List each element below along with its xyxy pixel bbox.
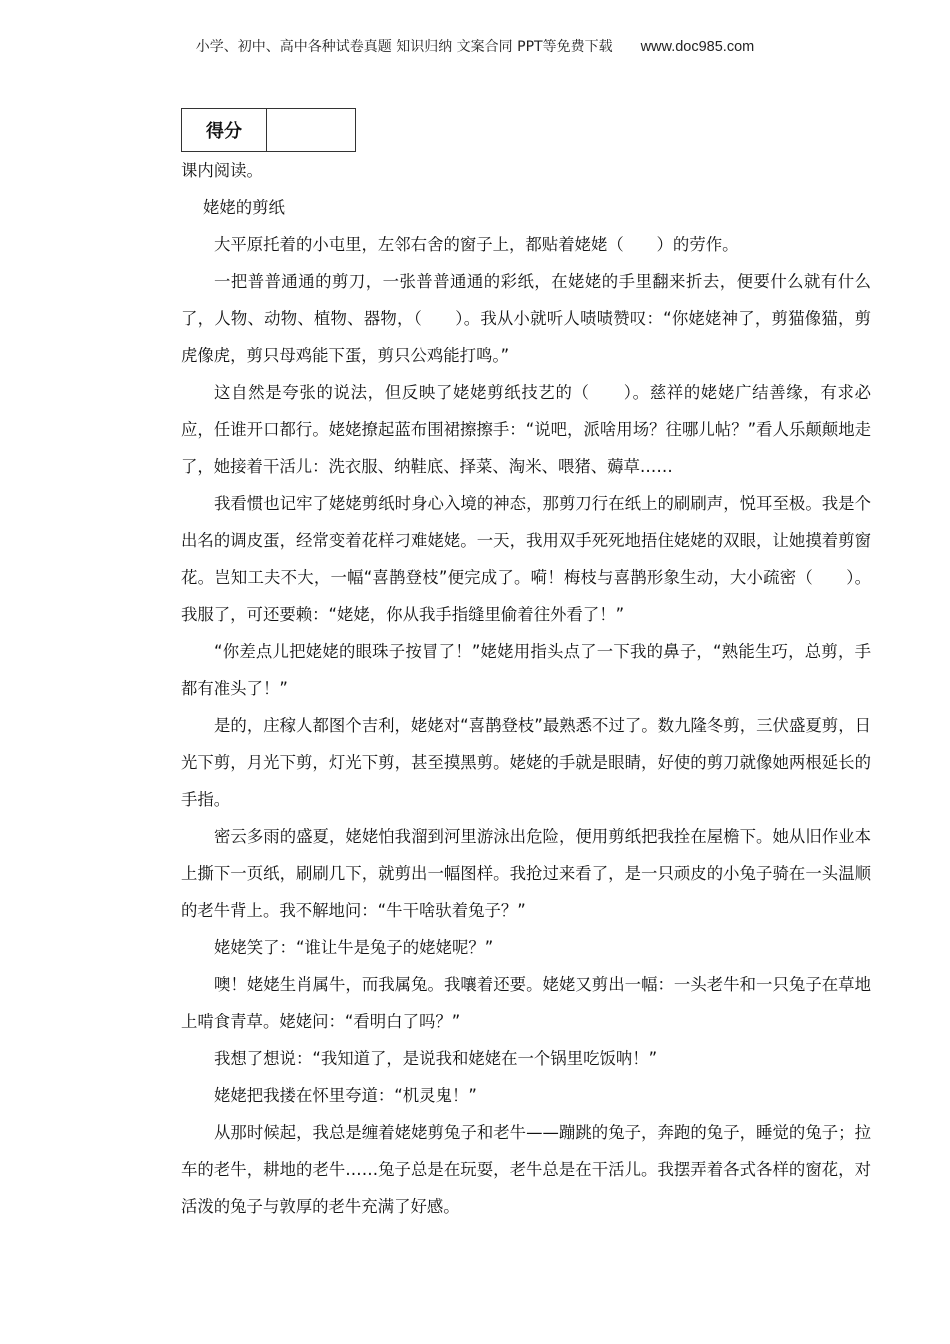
paragraph: 大平原托着的小屯里，左邻右舍的窗子上，都贴着姥姥（ ）的劳作。 bbox=[214, 235, 739, 254]
paragraph: 我想了想说：“我知道了，是说我和姥姥在一个锅里吃饭呐！” bbox=[214, 1049, 658, 1068]
paragraph: “你差点儿把姥姥的眼珠子按冒了！”姥姥用指头点了一下我的鼻子，“熟能生巧，总剪，手都有准头了！” bbox=[181, 642, 871, 698]
paragraph: 从那时候起，我总是缠着姥姥剪兔子和老牛——蹦跳的兔子，奔跑的兔子，睡觉的兔子；拉车的老牛，耕地的老牛……兔子总是在玩耍，老牛总是在干活儿。我摆弄着各式各样的窗花，对活泼的兔子与敦厚的老牛充满了好感。 bbox=[181, 1123, 871, 1216]
instruction: 课内阅读。 bbox=[181, 161, 263, 180]
paragraph: 噢！姥姥生肖属牛，而我属兔。我嚷着还要。姥姥又剪出一幅：一头老牛和一只兔子在草地上啃食青草。姥姥问：“看明白了吗？” bbox=[181, 975, 871, 1031]
article-title: 姥姥的剪纸 bbox=[203, 198, 285, 217]
reading-section bbox=[181, 150, 871, 1225]
paragraph: 姥姥笑了：“谁让牛是兔子的姥姥呢？” bbox=[214, 938, 494, 957]
paragraph: 这自然是夸张的说法，但反映了姥姥剪纸技艺的（ ）。慈祥的姥姥广结善缘，有求必应，任谁开口都行。姥姥撩起蓝布围裙擦擦手：“说吧，派啥用场？往哪儿帖？”看人乐颠颠地走了，她接着干活儿：洗衣服、纳鞋底、择菜、淘米、喂猪、薅草…… bbox=[181, 383, 871, 476]
paragraph: 一把普普通通的剪刀，一张普普通通的彩纸，在姥姥的手里翻来折去，便要什么就有什么了，人物、动物、植物、器物，（ ）。我从小就听人啧啧赞叹：“你姥姥神了，剪猫像猫，剪虎像虎，剪只母鸡能下蛋，剪只公鸡能打鸣。” bbox=[181, 272, 871, 365]
paragraph: 是的，庄稼人都图个吉利，姥姥对“喜鹊登枝”最熟悉不过了。数九隆冬剪，三伏盛夏剪，日光下剪，月光下剪，灯光下剪，甚至摸黑剪。姥姥的手就是眼睛，好使的剪刀就像她两根延长的手指。 bbox=[181, 716, 871, 809]
paragraph: 我看惯也记牢了姥姥剪纸时身心入境的神态，那剪刀行在纸上的刷刷声，悦耳至极。我是个出名的调皮蛋，经常变着花样刁难姥姥。一天，我用双手死死地捂住姥姥的双眼，让她摸着剪窗花。岂知工夫不大，一幅“喜鹊登枝”便完成了。嗬！梅枝与喜鹊形象生动，大小疏密（ ）。我服了，可还要赖：“姥姥，你从我手指缝里偷着往外看了！” bbox=[181, 494, 871, 624]
score-label: 得分 bbox=[182, 109, 267, 152]
page-header bbox=[0, 36, 950, 56]
header-url[interactable]: www.doc985.com bbox=[640, 39, 755, 55]
paragraph: 姥姥把我搂在怀里夸道：“机灵鬼！” bbox=[214, 1086, 477, 1105]
score-box bbox=[181, 108, 356, 152]
paragraph: 密云多雨的盛夏，姥姥怕我溜到河里游泳出危险，便用剪纸把我拴在屋檐下。她从旧作业本上撕下一页纸，刷刷几下，就剪出一幅图样。我抢过来看了，是一只顽皮的小兔子骑在一头温顺的老牛背上。我不解地问：“牛干啥驮着兔子？” bbox=[181, 827, 871, 920]
score-field[interactable] bbox=[267, 109, 356, 152]
header-text: 小学、初中、高中各种试卷真题 知识归纳 文案合同 PPT等免费下载 bbox=[195, 39, 613, 55]
